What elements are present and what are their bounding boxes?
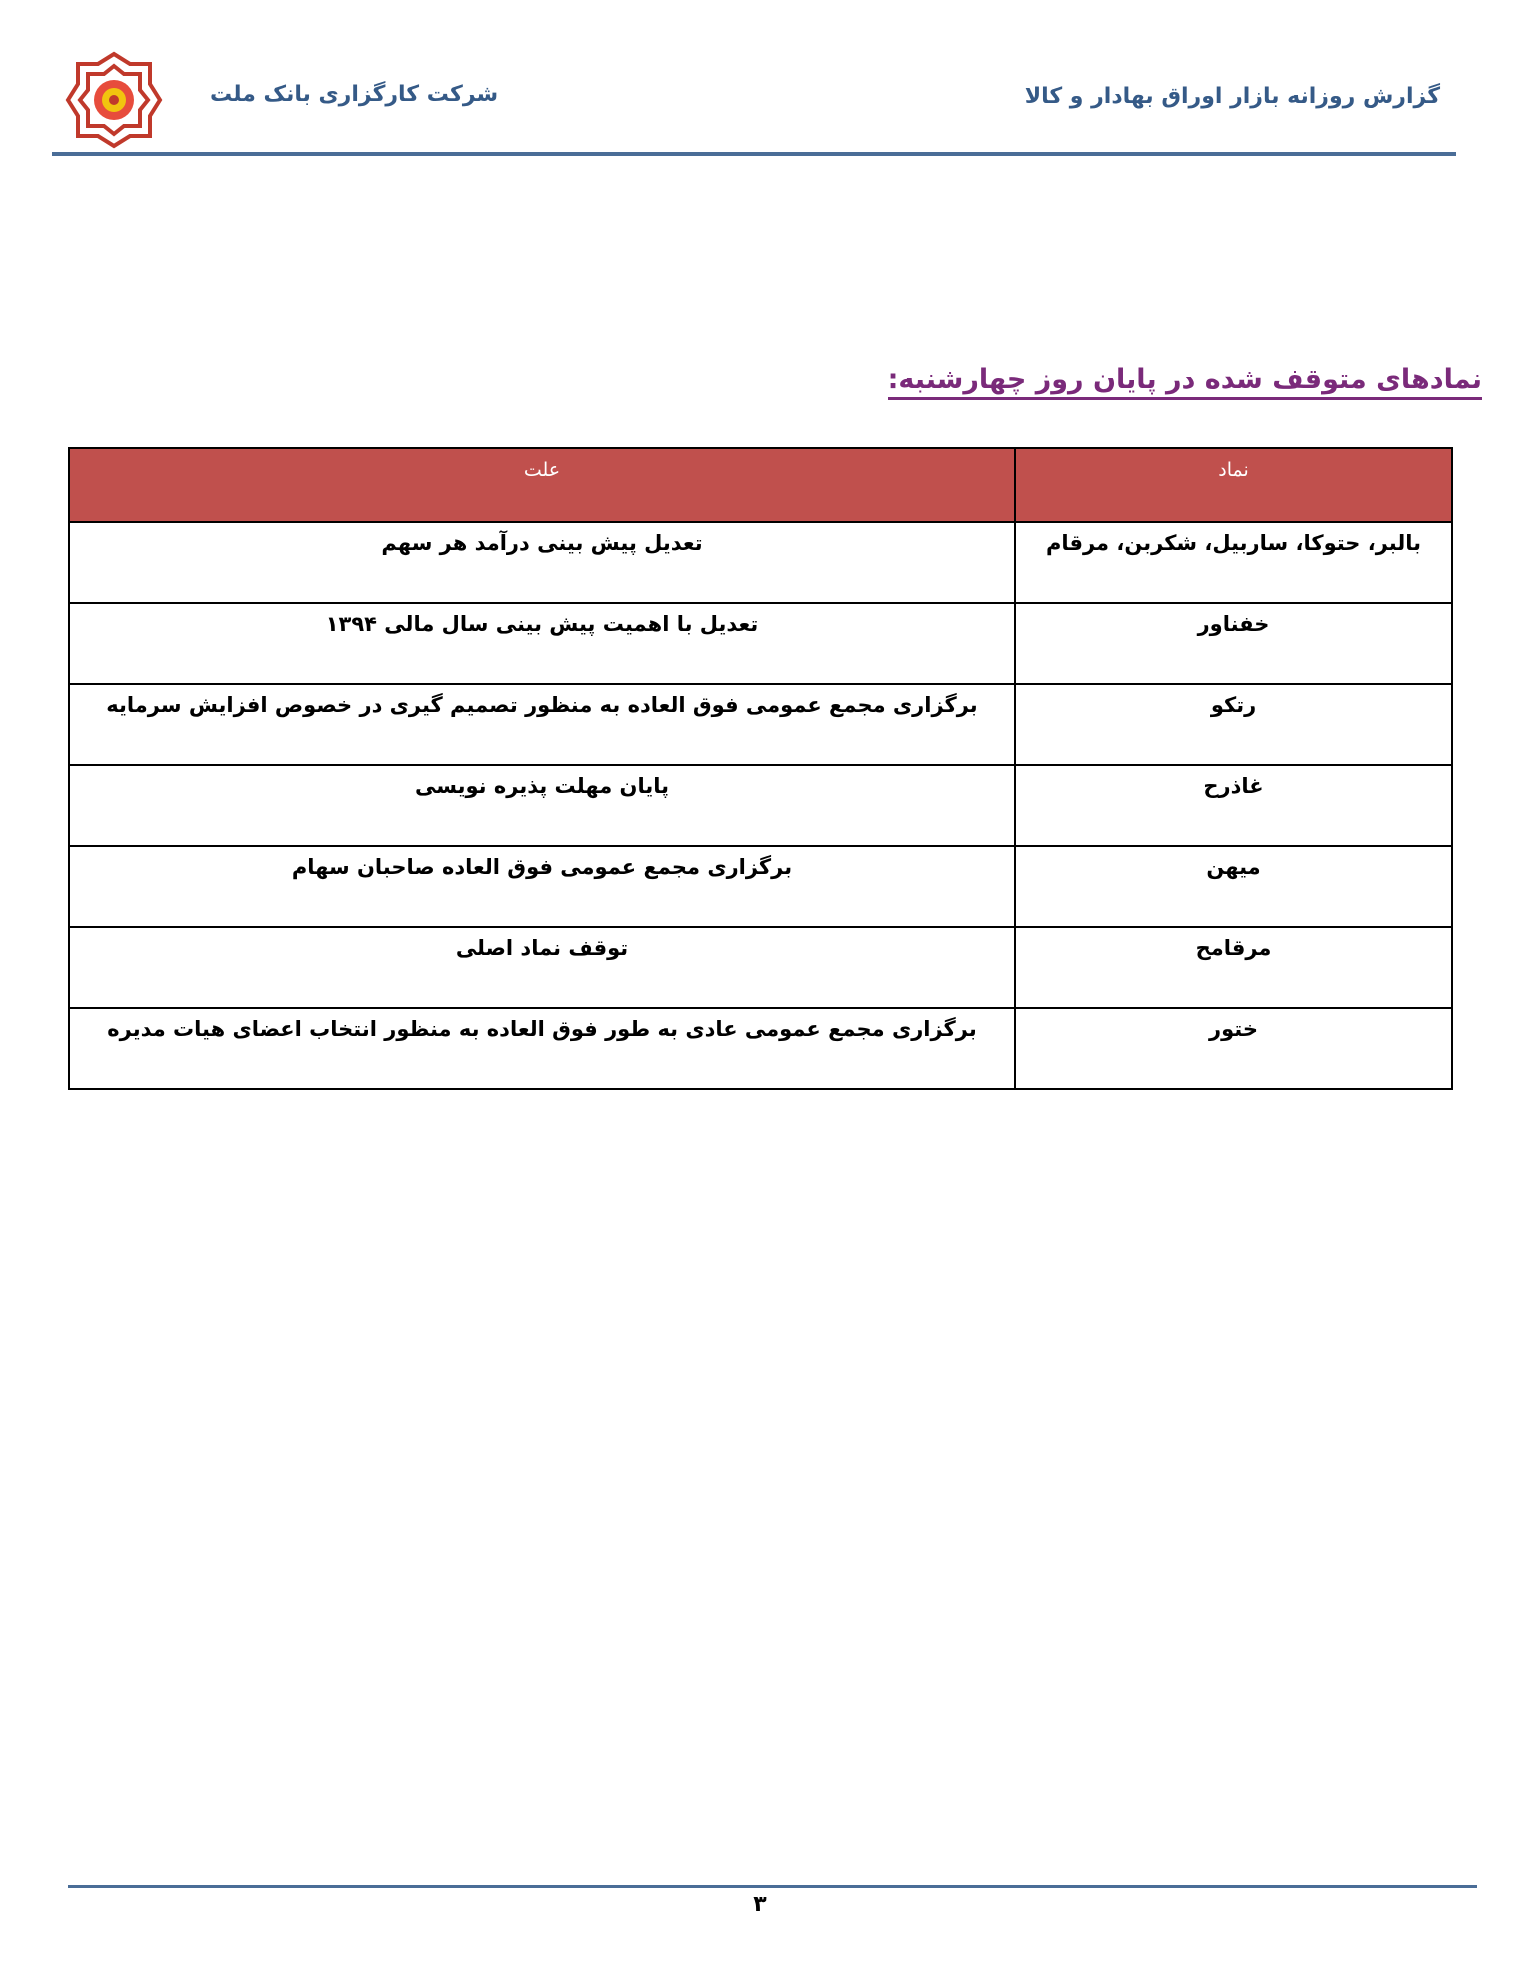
- symbol-cell: خفناور: [1015, 603, 1452, 684]
- reason-cell: توقف نماد اصلی: [69, 927, 1015, 1008]
- symbol-cell: رتکو: [1015, 684, 1452, 765]
- table-header-row: [69, 448, 1452, 522]
- footer-divider: [68, 1885, 1477, 1888]
- table-row: [69, 846, 1452, 927]
- symbol-cell: ختور: [1015, 1008, 1452, 1089]
- table-row: [69, 765, 1452, 846]
- gear-logo-icon: [62, 48, 166, 152]
- table-row: [69, 1008, 1452, 1089]
- table-row: [69, 522, 1452, 603]
- table-row: [69, 927, 1452, 1008]
- report-title: گزارش روزانه بازار اوراق بهادار و کالا: [1024, 84, 1440, 109]
- header-divider: [52, 152, 1456, 156]
- reason-cell: پایان مهلت پذیره نویسی: [69, 765, 1015, 846]
- table-row: [69, 603, 1452, 684]
- symbol-cell: مرقامح: [1015, 927, 1452, 1008]
- reason-cell: تعدیل پیش بینی درآمد هر سهم: [69, 522, 1015, 603]
- symbol-cell: بالبر، حتوکا، ساربیل، شکربن، مرقام: [1015, 522, 1452, 603]
- halted-symbols-table: [68, 447, 1453, 1090]
- reason-cell: برگزاری مجمع عمومی فوق العاده به منظور تصمیم گیری در خصوص افزایش سرمایه: [69, 684, 1015, 765]
- symbol-cell: غاذرح: [1015, 765, 1452, 846]
- company-name: شرکت کارگزاری بانک ملت: [210, 82, 499, 107]
- page-number: ۳: [753, 1892, 767, 1917]
- column-header-symbol: نماد: [1015, 448, 1452, 522]
- reason-cell: تعدیل با اهمیت پیش بینی سال مالی ۱۳۹۴: [69, 603, 1015, 684]
- company-logo: [62, 48, 166, 152]
- table-row: [69, 684, 1452, 765]
- symbol-cell: میهن: [1015, 846, 1452, 927]
- reason-cell: برگزاری مجمع عمومی فوق العاده صاحبان سهام: [69, 846, 1015, 927]
- section-title: نمادهای متوقف شده در پایان روز چهارشنبه:: [888, 364, 1482, 400]
- reason-cell: برگزاری مجمع عمومی عادی به طور فوق العاده به منظور انتخاب اعضای هیات مدیره: [69, 1008, 1015, 1089]
- column-header-reason: علت: [69, 448, 1015, 522]
